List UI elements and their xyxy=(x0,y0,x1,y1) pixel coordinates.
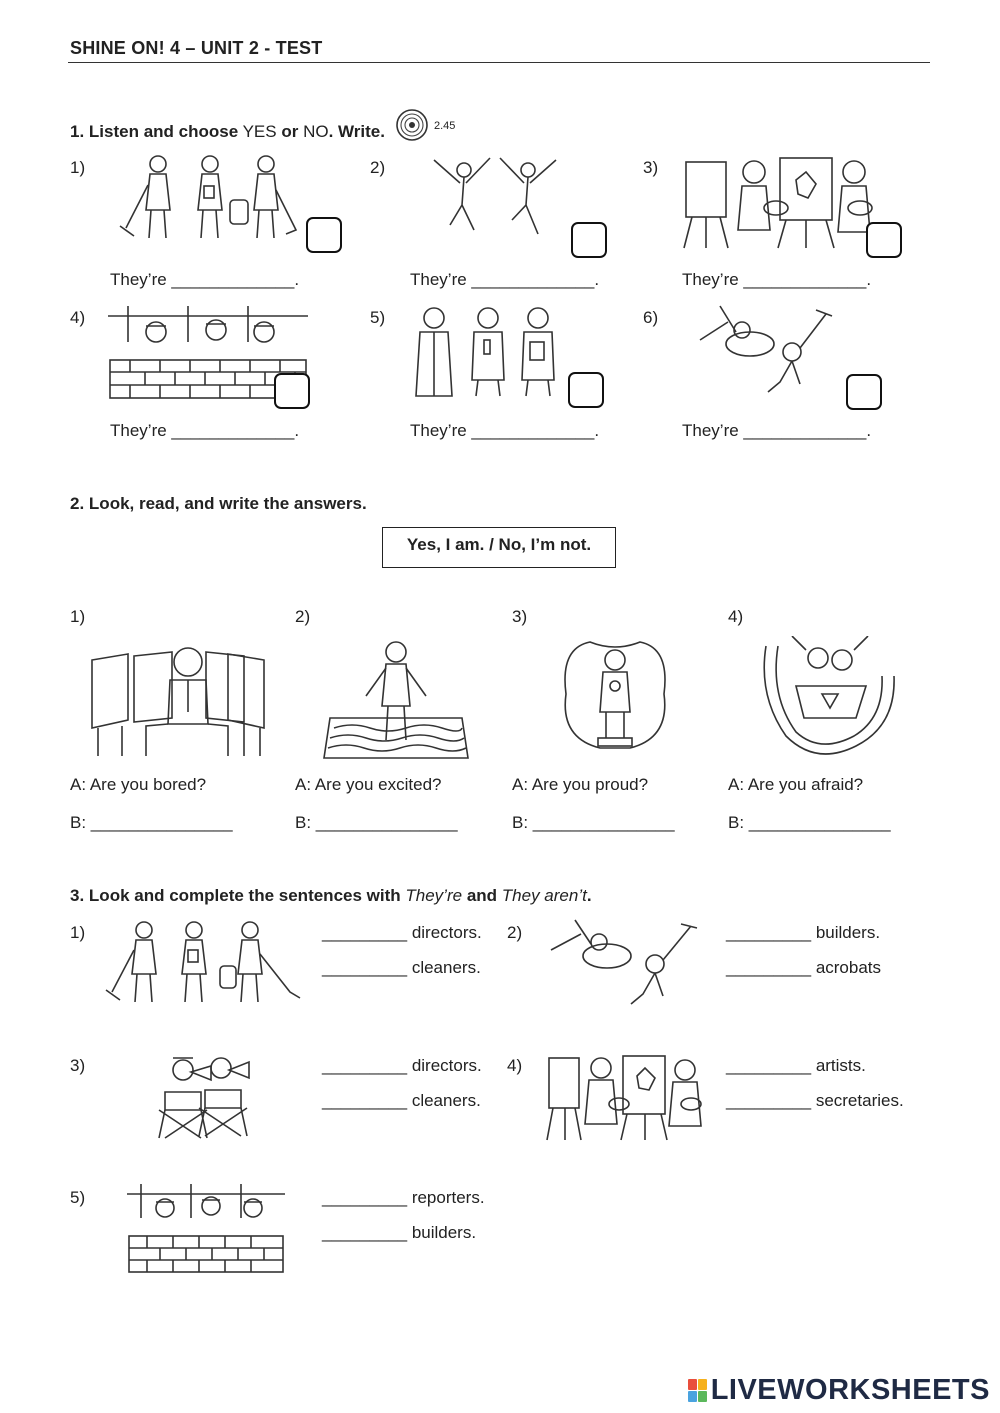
proud-boy-picture xyxy=(560,638,670,758)
s3-item-3-number: 3) xyxy=(70,1056,86,1075)
logo-square-2 xyxy=(698,1379,707,1390)
section3-instruction: 3. Look and complete the sentences with They’re and They aren’t. xyxy=(70,886,592,905)
answer-options-box: Yes, I am. / No, I’m not. xyxy=(382,527,616,568)
s1-item-5-answer-box[interactable] xyxy=(568,372,604,408)
audio-track-number: 2.45 xyxy=(434,120,456,132)
cleaners-picture xyxy=(118,150,303,245)
s3-item-3-line-1: _________ directors. xyxy=(322,1056,482,1075)
logo-square-4 xyxy=(698,1391,707,1402)
dancers-picture xyxy=(420,150,570,245)
logo-grid-icon xyxy=(688,1379,707,1402)
excited-girl-picture xyxy=(322,636,470,760)
s3-item-5-line-2: _________ builders. xyxy=(322,1223,477,1242)
section2-instruction: 2. Look, read, and write the answers. xyxy=(70,494,367,513)
s3-item-1-line-2: _________ cleaners. xyxy=(322,958,481,977)
s1-item-6-number: 6) xyxy=(643,308,659,327)
s3-item-2-line-1: _________ builders. xyxy=(726,923,881,942)
section1-instruction: 1. Listen and choose YES or NO. Write. xyxy=(70,122,385,141)
s1-item-3-number: 3) xyxy=(643,158,659,177)
liveworksheets-logo[interactable] xyxy=(688,1374,990,1407)
s2-item-3-answer[interactable]: B: _______________ xyxy=(512,813,675,832)
reporters-picture xyxy=(410,300,560,398)
s2-item-3-number: 3) xyxy=(512,607,528,626)
s1-item-3-answer-box[interactable] xyxy=(866,222,902,258)
s2-item-4-number: 4) xyxy=(728,607,744,626)
logo-text: LIVEWORKSHEETS xyxy=(710,1374,990,1406)
title-divider xyxy=(68,62,930,63)
s3-item-2-line-2: _________ acrobats xyxy=(726,958,882,977)
s3-directors-picture xyxy=(155,1048,255,1140)
s2-item-4-answer[interactable]: B: _______________ xyxy=(728,813,891,832)
s3-builders-picture xyxy=(127,1182,285,1274)
s2-item-2-answer[interactable]: B: _______________ xyxy=(295,813,458,832)
s1-item-3-sentence: They’re _____________. xyxy=(682,270,872,289)
s3-item-2-number: 2) xyxy=(507,923,523,942)
s1-item-1-sentence: They’re _____________. xyxy=(110,270,300,289)
s3-item-4-line-1: _________ artists. xyxy=(726,1056,866,1075)
s3-item-3-line-2: _________ cleaners. xyxy=(322,1091,481,1110)
s2-item-2-question: A: Are you excited? xyxy=(295,775,442,794)
s1-item-2-number: 2) xyxy=(370,158,386,177)
s1-item-4-sentence: They’re _____________. xyxy=(110,421,300,440)
s1-item-4-number: 4) xyxy=(70,308,86,327)
s1-item-6-answer-box[interactable] xyxy=(846,374,882,410)
s3-item-4-line-2: _________ secretaries. xyxy=(726,1091,904,1110)
s3-item-1-number: 1) xyxy=(70,923,86,942)
s2-item-2-number: 2) xyxy=(295,607,311,626)
s1-item-1-answer-box[interactable] xyxy=(306,217,342,253)
acrobats-picture xyxy=(680,302,840,397)
s3-cleaners-picture xyxy=(104,916,304,1008)
s1-item-4-answer-box[interactable] xyxy=(274,373,310,409)
page-title: SHINE ON! 4 – UNIT 2 - TEST xyxy=(70,38,323,58)
s3-item-4-number: 4) xyxy=(507,1056,523,1075)
s1-item-5-number: 5) xyxy=(370,308,386,327)
rollercoaster-picture xyxy=(756,636,901,760)
s1-item-2-sentence: They’re _____________. xyxy=(410,270,600,289)
bored-man-picture xyxy=(88,632,268,760)
s2-item-3-question: A: Are you proud? xyxy=(512,775,649,794)
s1-item-6-sentence: They’re _____________. xyxy=(682,421,872,440)
s2-item-1-number: 1) xyxy=(70,607,86,626)
s3-acrobats-picture xyxy=(545,916,705,1008)
s1-item-5-sentence: They’re _____________. xyxy=(410,421,600,440)
s3-item-1-line-1: _________ directors. xyxy=(322,923,482,942)
s3-artists-picture xyxy=(545,1050,715,1142)
s1-item-2-answer-box[interactable] xyxy=(571,222,607,258)
s1-item-1-number: 1) xyxy=(70,158,86,177)
logo-square-1 xyxy=(688,1379,697,1390)
logo-square-3 xyxy=(688,1391,697,1402)
s2-item-1-question: A: Are you bored? xyxy=(70,775,207,794)
artists-picture xyxy=(682,150,897,250)
s3-item-5-line-1: _________ reporters. xyxy=(322,1188,485,1207)
audio-cd-icon[interactable] xyxy=(395,108,429,142)
s3-item-5-number: 5) xyxy=(70,1188,86,1207)
s2-item-1-answer[interactable]: B: _______________ xyxy=(70,813,233,832)
s2-item-4-question: A: Are you afraid? xyxy=(728,775,864,794)
